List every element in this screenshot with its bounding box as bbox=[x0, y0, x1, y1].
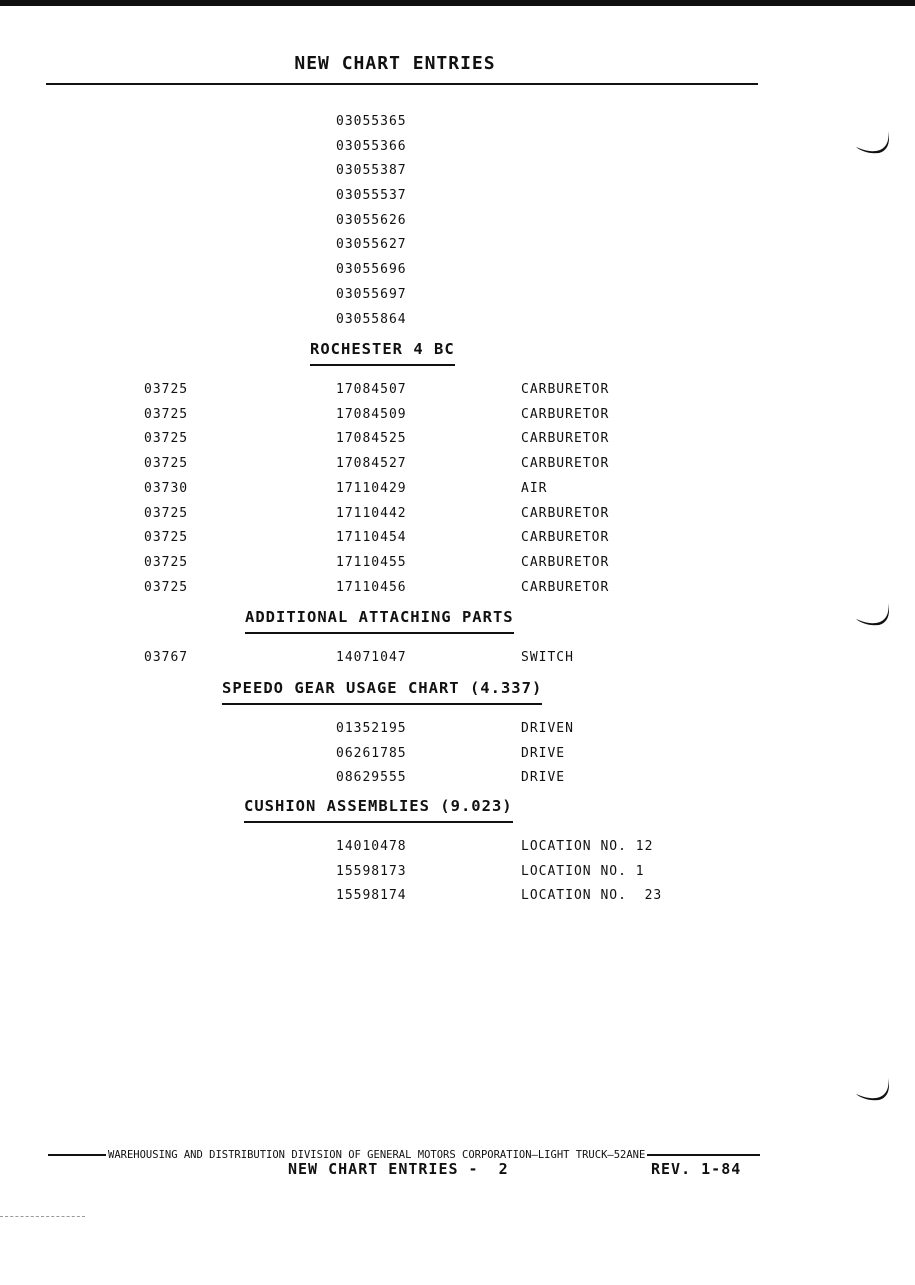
part-number: 14071047 bbox=[336, 650, 407, 665]
part-description: CARBURETOR bbox=[521, 456, 610, 472]
part-description: SWITCH bbox=[521, 650, 574, 665]
part-description: AIR bbox=[521, 480, 548, 496]
footer-division-text: WAREHOUSING AND DISTRIBUTION DIVISION OF GENERAL MOTORS CORPORATION—LIGHT TRUCK—52ANE bbox=[108, 1149, 646, 1161]
table-row bbox=[0, 382, 915, 400]
part-number: 17110442 bbox=[336, 505, 407, 521]
part-number: 17110455 bbox=[336, 554, 407, 570]
table-row bbox=[0, 839, 915, 857]
group-code: 03725 bbox=[144, 406, 189, 422]
scan-top-edge bbox=[0, 0, 915, 6]
part-number: 17084509 bbox=[336, 406, 407, 422]
table-row bbox=[0, 770, 915, 788]
table-row bbox=[0, 506, 915, 524]
part-number: 17084507 bbox=[336, 382, 407, 397]
part-number: 06261785 bbox=[336, 745, 407, 761]
list-item: 03055697 bbox=[336, 286, 407, 302]
list-item: 03055366 bbox=[336, 138, 407, 154]
section-heading-rochester: ROCHESTER 4 BC bbox=[310, 340, 455, 366]
group-code: 03730 bbox=[144, 480, 189, 496]
footer-rule bbox=[647, 1154, 760, 1156]
part-description: CARBURETOR bbox=[521, 530, 610, 546]
group-code: 03725 bbox=[144, 530, 189, 546]
section-heading-additional-parts: ADDITIONAL ATTACHING PARTS bbox=[245, 608, 514, 634]
part-number: 15598174 bbox=[336, 888, 407, 903]
part-description: DRIVE bbox=[521, 769, 566, 785]
group-code: 03725 bbox=[144, 554, 189, 570]
list-item: 03055627 bbox=[336, 237, 407, 253]
table-row bbox=[0, 456, 915, 474]
binder-hole-mark-icon bbox=[852, 600, 892, 630]
list-item: 03055537 bbox=[336, 188, 407, 204]
part-number: 17110454 bbox=[336, 530, 407, 546]
table-row bbox=[0, 555, 915, 573]
footer-rule bbox=[48, 1154, 106, 1156]
list-item: 03055696 bbox=[336, 262, 407, 278]
table-row bbox=[0, 530, 915, 548]
table-row bbox=[0, 481, 915, 499]
table-row bbox=[0, 650, 915, 668]
part-number: 17110429 bbox=[336, 480, 407, 496]
table-row bbox=[0, 431, 915, 449]
section-heading-cushion-assemblies: CUSHION ASSEMBLIES (9.023) bbox=[244, 797, 513, 823]
part-number: 15598173 bbox=[336, 863, 407, 879]
footer-page-label: NEW CHART ENTRIES - 2 bbox=[288, 1160, 509, 1178]
part-description: CARBURETOR bbox=[521, 406, 610, 422]
table-row bbox=[0, 746, 915, 764]
group-code: 03725 bbox=[144, 505, 189, 521]
part-description: CARBURETOR bbox=[521, 505, 610, 521]
part-description: LOCATION NO. 1 bbox=[521, 863, 645, 879]
page-title: NEW CHART ENTRIES bbox=[294, 53, 496, 74]
part-number: 14010478 bbox=[336, 839, 407, 854]
table-row bbox=[0, 407, 915, 425]
part-number: 01352195 bbox=[336, 721, 407, 736]
part-number: 17084527 bbox=[336, 456, 407, 472]
scan-artifact bbox=[0, 1216, 85, 1217]
group-code: 03725 bbox=[144, 382, 189, 397]
section-heading-speedo-gear: SPEEDO GEAR USAGE CHART (4.337) bbox=[222, 679, 542, 705]
group-code: 03725 bbox=[144, 456, 189, 472]
group-code: 03767 bbox=[144, 650, 189, 665]
list-item: 03055365 bbox=[336, 114, 407, 129]
table-row bbox=[0, 864, 915, 882]
part-number: 08629555 bbox=[336, 769, 407, 785]
top-part-number-list bbox=[336, 113, 407, 335]
part-description: DRIVEN bbox=[521, 721, 574, 736]
part-description: CARBURETOR bbox=[521, 554, 610, 570]
part-description: CARBURETOR bbox=[521, 382, 610, 397]
part-description: CARBURETOR bbox=[521, 579, 610, 595]
title-rule bbox=[46, 83, 758, 85]
part-description: DRIVE bbox=[521, 745, 566, 761]
part-description: LOCATION NO. 23 bbox=[521, 888, 663, 903]
list-item: 03055864 bbox=[336, 311, 407, 327]
part-description: CARBURETOR bbox=[521, 431, 610, 447]
part-number: 17084525 bbox=[336, 431, 407, 447]
binder-hole-mark-icon bbox=[852, 1075, 892, 1105]
part-description: LOCATION NO. 12 bbox=[521, 839, 654, 854]
binder-hole-mark-icon bbox=[852, 128, 892, 158]
group-code: 03725 bbox=[144, 431, 189, 447]
list-item: 03055626 bbox=[336, 212, 407, 228]
list-item: 03055387 bbox=[336, 163, 407, 179]
footer-revision: REV. 1-84 bbox=[651, 1160, 742, 1178]
table-row bbox=[0, 888, 915, 906]
group-code: 03725 bbox=[144, 579, 189, 595]
part-number: 17110456 bbox=[336, 579, 407, 595]
table-row bbox=[0, 721, 915, 739]
table-row bbox=[0, 580, 915, 598]
